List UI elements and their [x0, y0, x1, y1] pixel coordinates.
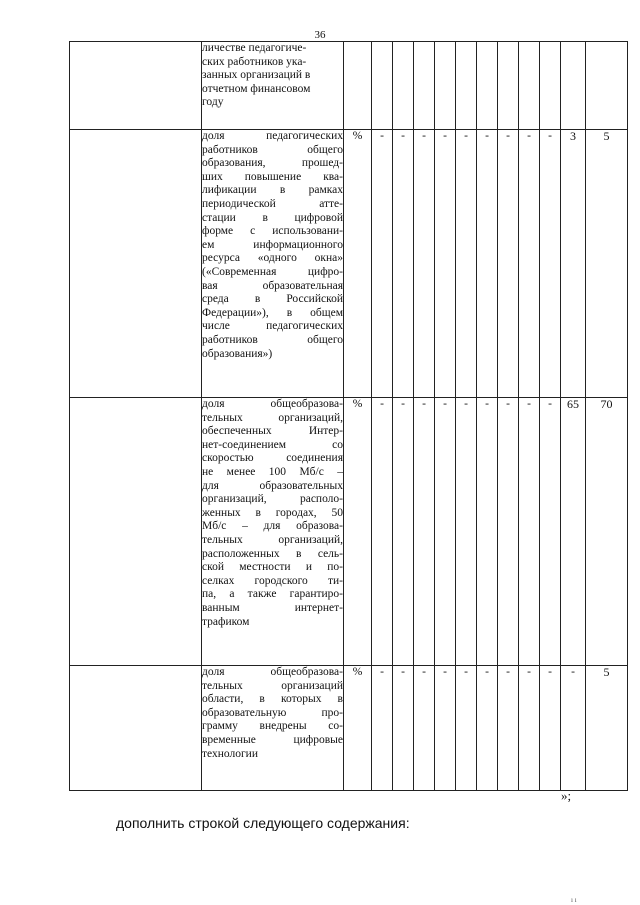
table-row — [70, 666, 628, 791]
description-line: тельных организаций, — [202, 411, 343, 424]
description-line: грамму внедрены со- — [202, 720, 343, 733]
description-line: нет-соединением со — [202, 438, 343, 451]
value-cell: - — [393, 666, 414, 791]
value-cell: - — [435, 666, 456, 791]
program-cell — [70, 42, 202, 130]
value-cell — [540, 42, 561, 130]
value-cell — [477, 42, 498, 130]
description-line: числе педагогических — [202, 320, 343, 333]
value-cell: 5 — [586, 130, 628, 398]
description-line: тельных организаций — [202, 679, 343, 692]
value-cell: - — [456, 130, 477, 398]
description-line: отчетном финансовом — [202, 82, 311, 95]
description-line: форме с использовани- — [202, 225, 343, 238]
value-cell: - — [519, 666, 540, 791]
description-line: па, а также гарантиро- — [202, 588, 343, 601]
table-row — [70, 130, 628, 398]
description-line: («Современная цифро- — [202, 265, 343, 278]
program-cell — [70, 666, 202, 791]
value-cell: - — [498, 130, 519, 398]
value-cell — [519, 42, 540, 130]
value-cell: - — [435, 130, 456, 398]
description-line: работников общего — [202, 143, 343, 156]
table-row — [70, 398, 628, 666]
value-cell — [435, 42, 456, 130]
value-cell: - — [519, 130, 540, 398]
value-cell: - — [414, 666, 435, 791]
description-line: временные цифровые — [202, 733, 343, 746]
value-cell: - — [456, 666, 477, 791]
description-line: личестве педагогиче- — [202, 42, 307, 54]
description-line: занных организаций в — [202, 69, 311, 82]
description-line: Мб/с – для образова- — [202, 520, 343, 533]
value-cell — [561, 42, 586, 130]
description-line: трафиком — [202, 615, 250, 628]
value-cell: - — [519, 398, 540, 666]
program-cell — [70, 130, 202, 398]
page-number: 36 — [314, 29, 326, 41]
description-line: селках городского ти- — [202, 574, 343, 587]
value-cell — [498, 42, 519, 130]
description-line: образования, прошед- — [202, 157, 343, 170]
description-line: образовательную про- — [202, 706, 343, 719]
value-cell: - — [372, 398, 393, 666]
value-cell: - — [540, 398, 561, 666]
description-line: скоростью соединения — [202, 452, 343, 465]
unit-cell: % — [344, 398, 372, 666]
value-cell — [456, 42, 477, 130]
unit-cell: % — [344, 130, 372, 398]
description-line: ской местности и по- — [202, 561, 343, 574]
value-cell: - — [372, 130, 393, 398]
indicator-description — [202, 666, 344, 791]
closing-quote-mark: »; — [561, 788, 572, 803]
value-cell: 5 — [586, 666, 628, 791]
value-cell: - — [477, 666, 498, 791]
description-line: работников общего — [202, 333, 343, 346]
description-line: технологии — [202, 747, 258, 760]
indicator-description — [202, 130, 344, 398]
indicator-table — [69, 41, 628, 791]
description-line: среда в Российской — [202, 293, 343, 306]
description-line: женных в городах, 50 — [202, 506, 343, 519]
value-cell: - — [498, 398, 519, 666]
indicator-description — [202, 42, 344, 130]
instruction-text: дополнить строкой следующего содержания: — [116, 815, 410, 831]
description-line: обеспеченных Интер- — [202, 425, 343, 438]
unit-cell: % — [344, 666, 372, 791]
description-line: доля общеобразова- — [202, 398, 343, 410]
value-cell — [414, 42, 435, 130]
value-cell — [586, 42, 628, 130]
value-cell: 70 — [586, 398, 628, 666]
value-cell: - — [477, 130, 498, 398]
description-line: расположенных в сель- — [202, 547, 343, 560]
table-row — [70, 42, 628, 130]
description-line: стации в цифровой — [202, 211, 343, 224]
value-cell: - — [456, 398, 477, 666]
value-cell — [372, 42, 393, 130]
description-line: доля общеобразова- — [202, 666, 343, 678]
indicator-description — [202, 398, 344, 666]
description-line: периодической атте- — [202, 197, 343, 210]
corner-mark: ı ı — [571, 896, 577, 904]
description-line: организаций, располо- — [202, 493, 343, 506]
value-cell: - — [393, 398, 414, 666]
description-line: области, в которых в — [202, 693, 343, 706]
value-cell: - — [414, 398, 435, 666]
unit-cell — [344, 42, 372, 130]
description-line: для образовательных — [202, 479, 343, 492]
value-cell: - — [435, 398, 456, 666]
value-cell: - — [540, 130, 561, 398]
value-cell: - — [477, 398, 498, 666]
description-line: ших повышение ква- — [202, 170, 343, 183]
description-line: ем информационного — [202, 238, 343, 251]
value-cell: - — [498, 666, 519, 791]
value-cell: - — [414, 130, 435, 398]
value-cell: - — [561, 666, 586, 791]
value-cell: 65 — [561, 398, 586, 666]
value-cell — [393, 42, 414, 130]
description-line: году — [202, 96, 224, 109]
program-cell — [70, 398, 202, 666]
description-line: лификации в рамках — [202, 184, 343, 197]
description-line: ресурса «одного окна» — [202, 252, 343, 265]
value-cell: 3 — [561, 130, 586, 398]
value-cell: - — [393, 130, 414, 398]
value-cell: - — [372, 666, 393, 791]
description-line: образования») — [202, 347, 273, 360]
description-line: ванным интернет- — [202, 601, 343, 614]
description-line: Федерации»), в общем — [202, 306, 343, 319]
value-cell: - — [540, 666, 561, 791]
description-line: тельных организаций, — [202, 533, 343, 546]
description-line: не менее 100 Мб/с – — [202, 465, 343, 478]
description-line: вая образовательная — [202, 279, 343, 292]
description-line: ских работников ука- — [202, 55, 307, 68]
description-line: доля педагогических — [202, 130, 343, 142]
